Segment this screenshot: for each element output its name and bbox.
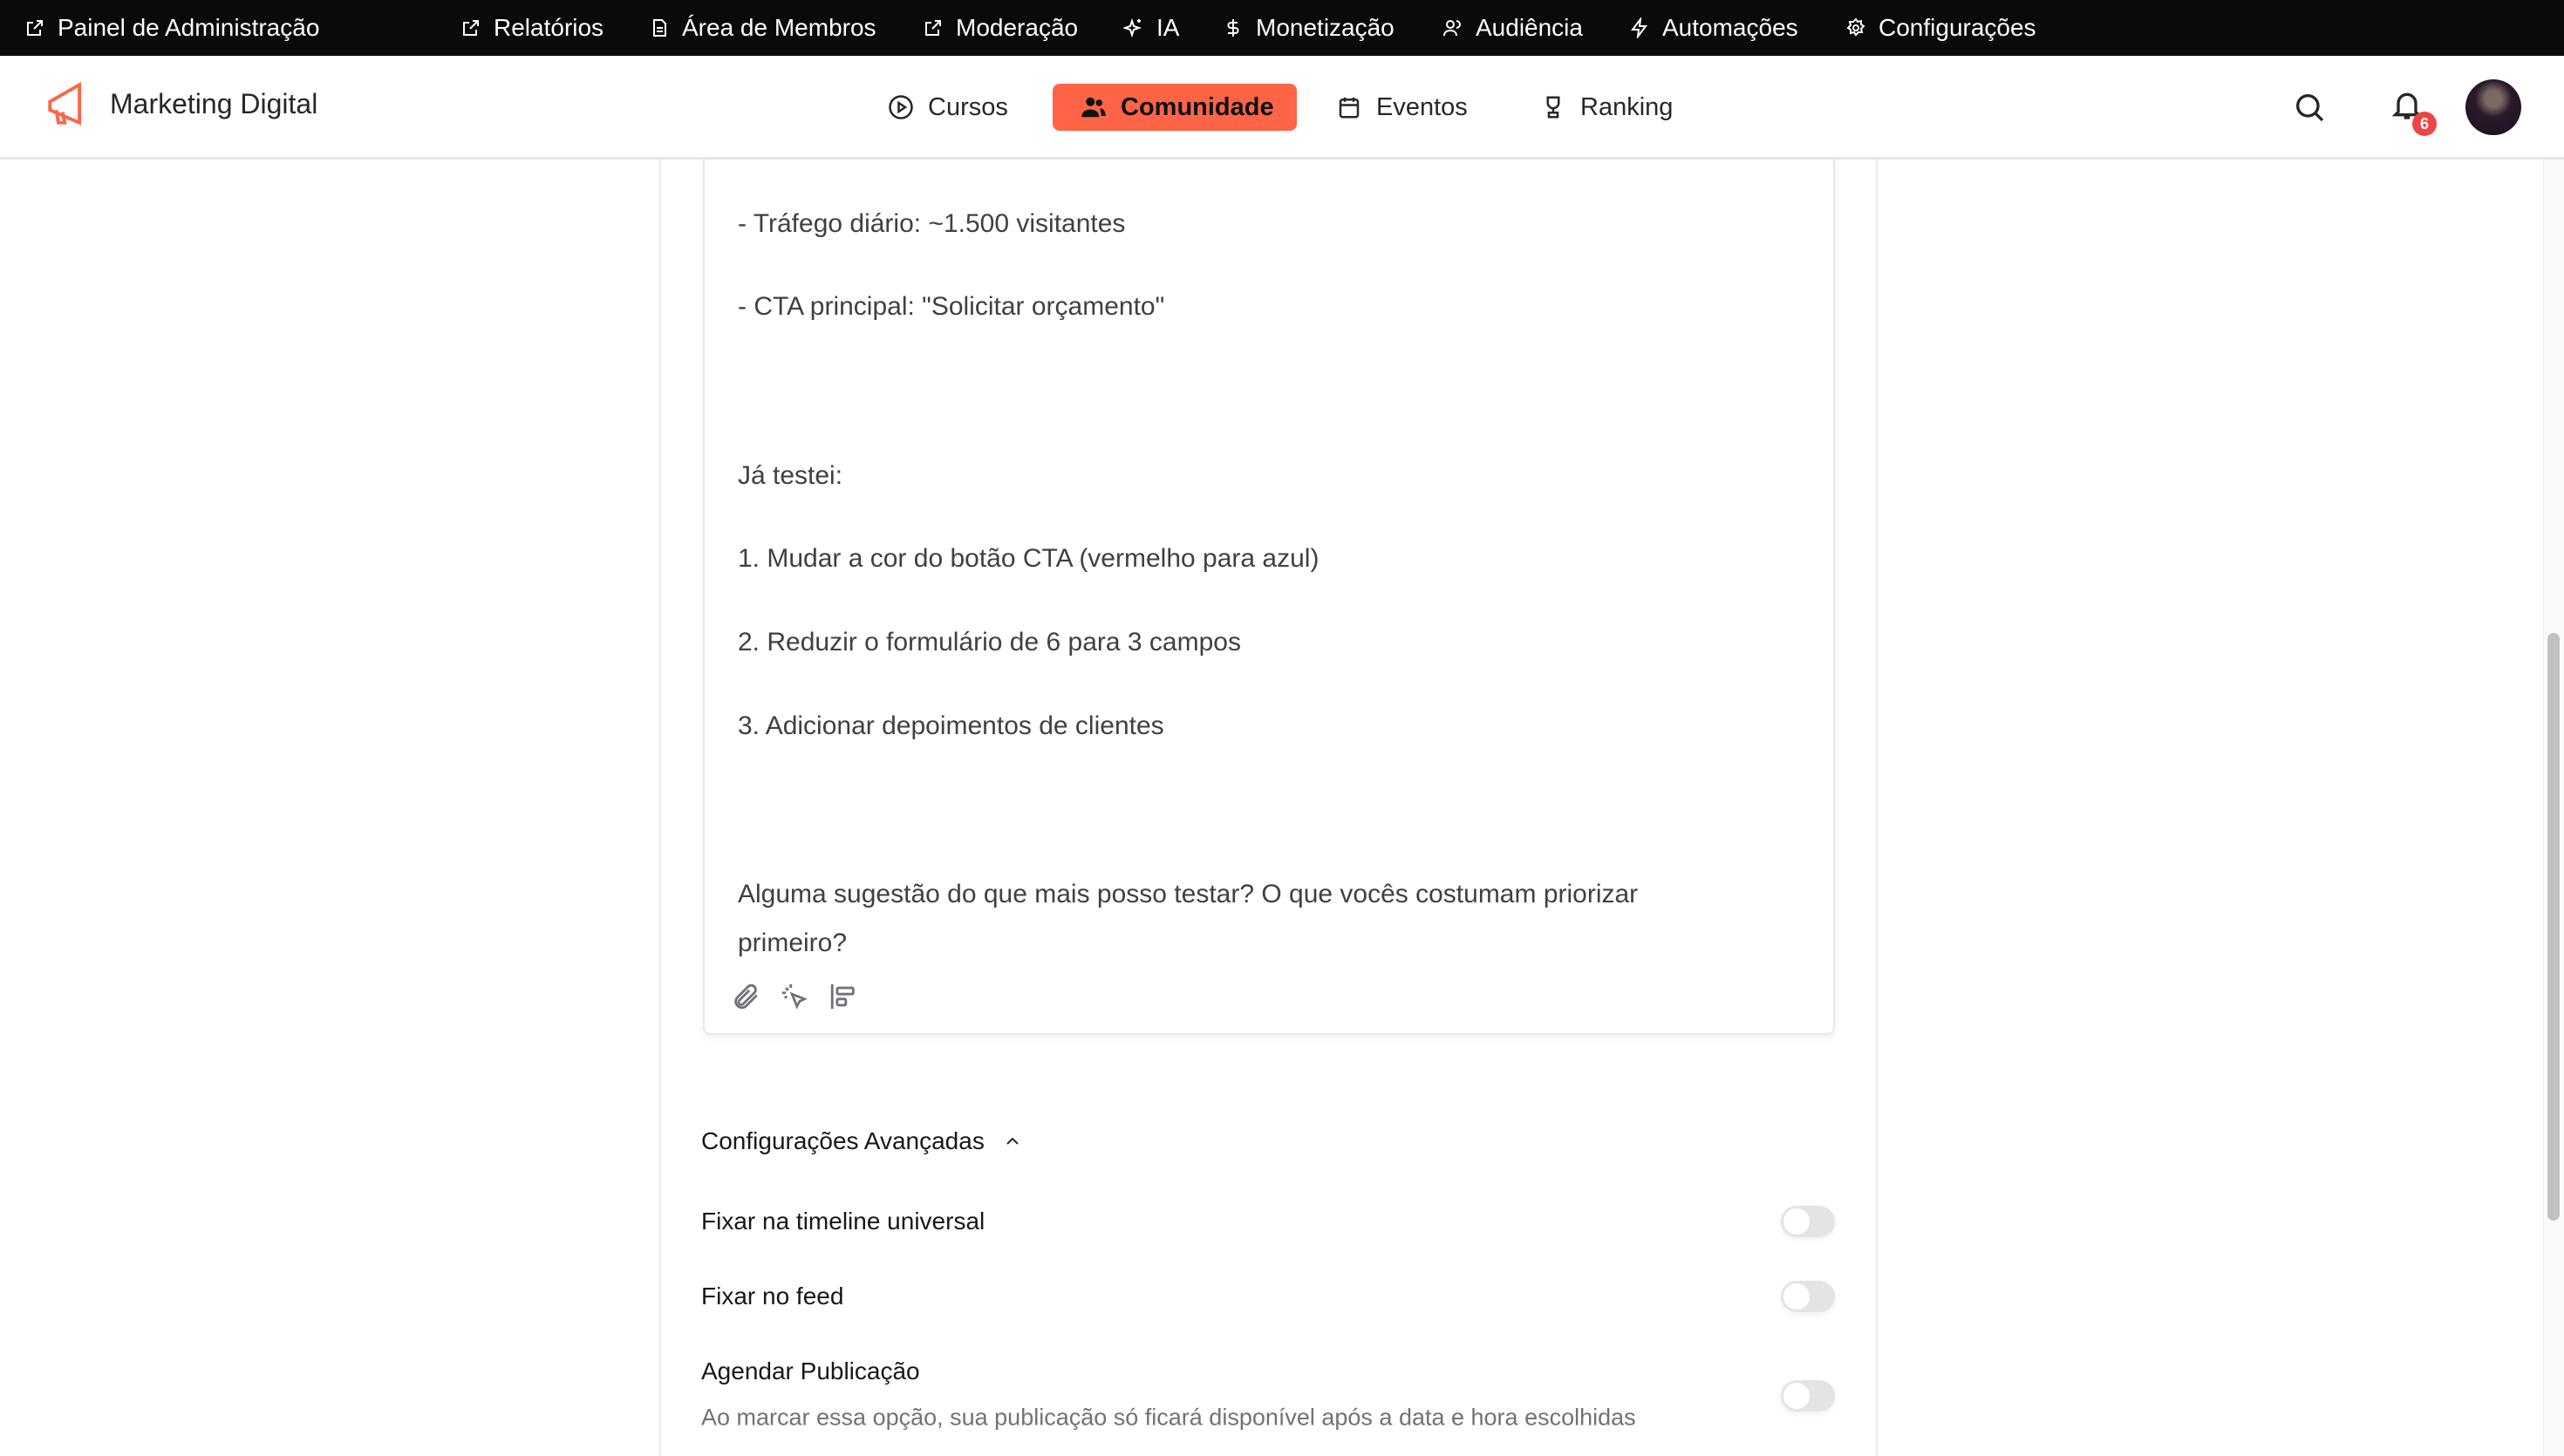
- topbar-settings[interactable]: [1845, 0, 2036, 56]
- topbar-ai[interactable]: [1123, 0, 1179, 56]
- nav-label: Ranking: [1580, 92, 1674, 121]
- editor-line: 3. Adicionar depoimentos de clientes: [738, 711, 1164, 740]
- megaphone-logo-icon: [44, 78, 94, 129]
- external-link-icon: [24, 17, 45, 38]
- bolt-icon: [1629, 17, 1650, 38]
- scrollbar-thumb[interactable]: [2547, 633, 2560, 1221]
- nav-label: Eventos: [1376, 92, 1468, 121]
- nav-comunidade[interactable]: [1053, 84, 1297, 131]
- align-layout-icon[interactable]: [829, 982, 858, 1011]
- topbar-label: Configurações: [1879, 14, 2036, 41]
- search-button[interactable]: [2292, 90, 2327, 125]
- gear-icon: [1845, 17, 1866, 38]
- topbar-monetization[interactable]: [1223, 0, 1395, 56]
- editor-line: - CTA principal: "Solicitar orçamento": [738, 292, 1165, 321]
- schedule-toggle[interactable]: [1781, 1380, 1835, 1412]
- scrollbar-track[interactable]: [2543, 160, 2564, 1456]
- brand-logo-link[interactable]: [44, 78, 317, 129]
- editor-toolbar: [731, 982, 858, 1011]
- paperclip-icon[interactable]: [731, 982, 760, 1011]
- topbar-label: Moderação: [956, 14, 1079, 41]
- calendar-icon: [1336, 94, 1362, 120]
- chevron-up-icon: [1002, 1131, 1023, 1152]
- topbar-members-area[interactable]: [649, 0, 876, 56]
- nav-label: Comunidade: [1121, 92, 1274, 121]
- schedule-description: Ao marcar essa opção, sua publicação só ficará disponível após a data e hora escolhidas: [701, 1404, 1636, 1431]
- users-icon: [1442, 17, 1463, 38]
- document-icon: [649, 17, 670, 38]
- topbar-admin-panel[interactable]: [24, 0, 319, 56]
- magic-cursor-icon[interactable]: [780, 982, 809, 1011]
- advanced-settings-title: Configurações Avançadas: [701, 1127, 985, 1154]
- external-link-icon: [460, 17, 481, 38]
- topbar-label: Audiência: [1476, 14, 1583, 41]
- pin-feed-label: Fixar no feed: [701, 1283, 844, 1310]
- editor-line: 1. Mudar a cor do botão CTA (vermelho para azul): [738, 544, 1320, 573]
- search-icon: [2292, 90, 2327, 125]
- topbar-label: IA: [1156, 14, 1180, 41]
- brand-name: Marketing Digital: [110, 87, 318, 119]
- pin-timeline-label: Fixar na timeline universal: [701, 1208, 985, 1235]
- play-circle-icon: [888, 94, 914, 120]
- topbar-automations[interactable]: [1629, 0, 1798, 56]
- user-avatar[interactable]: [2465, 79, 2521, 135]
- external-link-icon: [923, 17, 944, 38]
- editor-line: - Tráfego diário: ~1.500 visitantes: [738, 209, 1126, 238]
- trophy-icon: [1540, 94, 1566, 120]
- schedule-label: Agendar Publicação: [701, 1357, 920, 1385]
- pin-timeline-toggle[interactable]: [1781, 1206, 1835, 1237]
- users-icon: [1081, 94, 1107, 120]
- editor-line: Alguma sugestão do que mais posso testar? O que vocês costumam priorizar: [738, 880, 1639, 908]
- nav-ranking[interactable]: [1540, 84, 1673, 131]
- sparkles-icon: [1123, 17, 1144, 38]
- topbar-label: Monetização: [1256, 14, 1395, 41]
- topbar-moderation[interactable]: [923, 0, 1078, 56]
- advanced-settings-toggle[interactable]: [701, 1127, 1023, 1155]
- topbar-label: Área de Membros: [682, 14, 876, 41]
- topbar-label: Painel de Administração: [58, 14, 320, 41]
- nav-label: Cursos: [928, 92, 1008, 121]
- editor-line: primeiro?: [738, 929, 848, 957]
- admin-topbar: [0, 0, 2564, 56]
- topbar-label: Relatórios: [494, 14, 604, 41]
- notifications-button[interactable]: [2390, 87, 2429, 133]
- notification-badge: 6: [2412, 112, 2437, 136]
- editor-line: 2. Reduzir o formulário de 6 para 3 campos: [738, 628, 1241, 657]
- nav-eventos[interactable]: [1336, 84, 1468, 131]
- pin-feed-toggle[interactable]: [1781, 1281, 1835, 1312]
- dollar-icon: [1223, 17, 1244, 38]
- topbar-label: Automações: [1662, 14, 1798, 41]
- nav-cursos[interactable]: [888, 84, 1008, 131]
- topbar-audience[interactable]: [1442, 0, 1583, 56]
- editor-line: Já testei:: [738, 461, 843, 490]
- topbar-reports[interactable]: [460, 0, 603, 56]
